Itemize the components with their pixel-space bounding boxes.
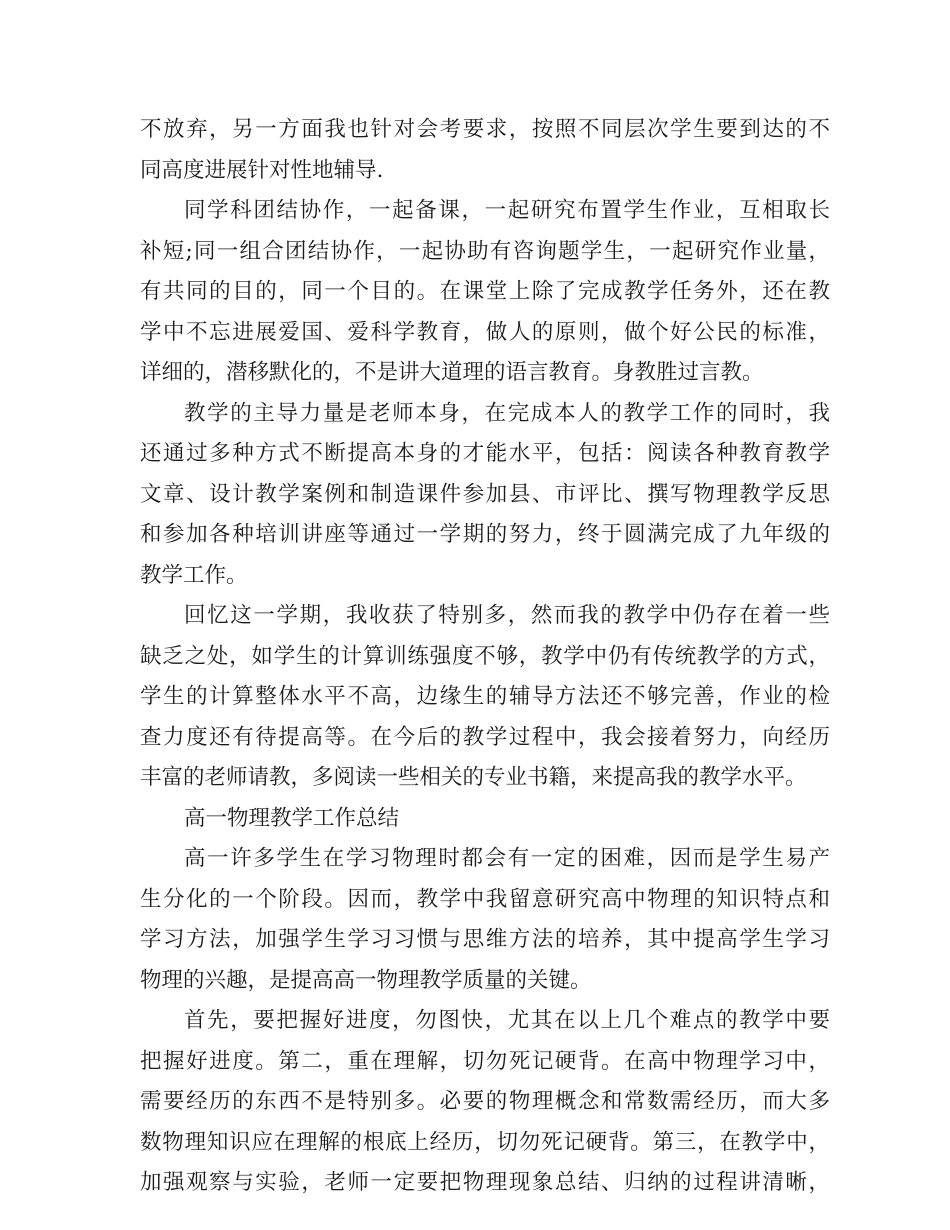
text-line: 和参加各种培训讲座等通过一学期的努力，终于圆满完成了九年级的 [140,522,830,547]
text-line: 学习方法，加强学生学习习惯与思维方法的培养，其中提高学生学习 [140,927,830,952]
text-line: 把握好进度。第二，重在理解，切勿死记硬背。在高中物理学习中， [140,1048,830,1074]
text-line: 物理的兴趣，是提高高一物理教学质量的关键。 [140,967,592,993]
text-line: 学生的计算整体水平不高，边缘生的辅导方法还不够完善，作业的检 [140,684,830,709]
section-heading: 高一物理教学工作总结 [184,805,400,831]
text-line: 高一许多学生在学习物理时都会有一定的困难，因而是学生易产 [184,846,830,871]
text-line: 丰富的老师请教，多阅读一些相关的专业书籍，来提高我的教学水平。 [140,765,807,790]
text-line: 查力度还有待提高等。在今后的教学过程中，我会接着努力，向经历 [140,724,830,750]
text-line: 回忆这一学期，我收获了特别多，然而我的教学中仍存在着一些 [184,603,830,628]
text-line: 还通过多种方式不断提高本身的才能水平，包括：阅读各种教育教学 [140,441,830,466]
text-line: 数物理知识应在理解的根底上经历，切勿死记硬背。第三，在教学中， [140,1129,830,1155]
document-body [140,110,830,1204]
text-line: 需要经历的东西不是特别多。必要的物理概念和常数需经历，而大多 [140,1089,830,1114]
text-line: 不放弃，另一方面我也针对会考要求，按照不同层次学生要到达的不 [140,117,830,142]
text-line: 详细的，潜移默化的，不是讲大道理的语言教育。身教胜过言教。 [140,360,764,385]
text-line: 加强观察与实验，老师一定要把物理现象总结、归纳的过程讲清晰， [140,1170,830,1195]
text-line: 同学科团结协作，一起备课，一起研究布置学生作业，互相取长 [184,198,830,223]
text-line: 首先，要把握好进度，勿图快，尤其在以上几个难点的教学中要 [184,1008,830,1033]
text-line: 学中不忘进展爱国、爱科学教育，做人的原则，做个好公民的标准， [140,319,830,345]
text-line: 缺乏之处，如学生的计算训练强度不够，教学中仍有传统教学的方式， [140,643,830,669]
text-line: 生分化的一个阶段。因而，教学中我留意研究高中物理的知识特点和 [140,886,830,912]
text-line: 教学的主导力量是老师本身，在完成本人的教学工作的同时，我 [184,400,830,426]
text-line: 有共同的目的，同一个目的。在课堂上除了完成教学任务外，还在教 [140,279,830,304]
text-line: 文章、设计教学案例和制造课件参加县、市评比、撰写物理教学反思 [140,481,830,507]
text-line: 补短;同一组合团结协作，一起协助有咨询题学生，一起研究作业量， [140,238,830,264]
text-line: 教学工作。 [140,562,248,588]
text-line: 同高度进展针对性地辅导. [140,157,384,183]
